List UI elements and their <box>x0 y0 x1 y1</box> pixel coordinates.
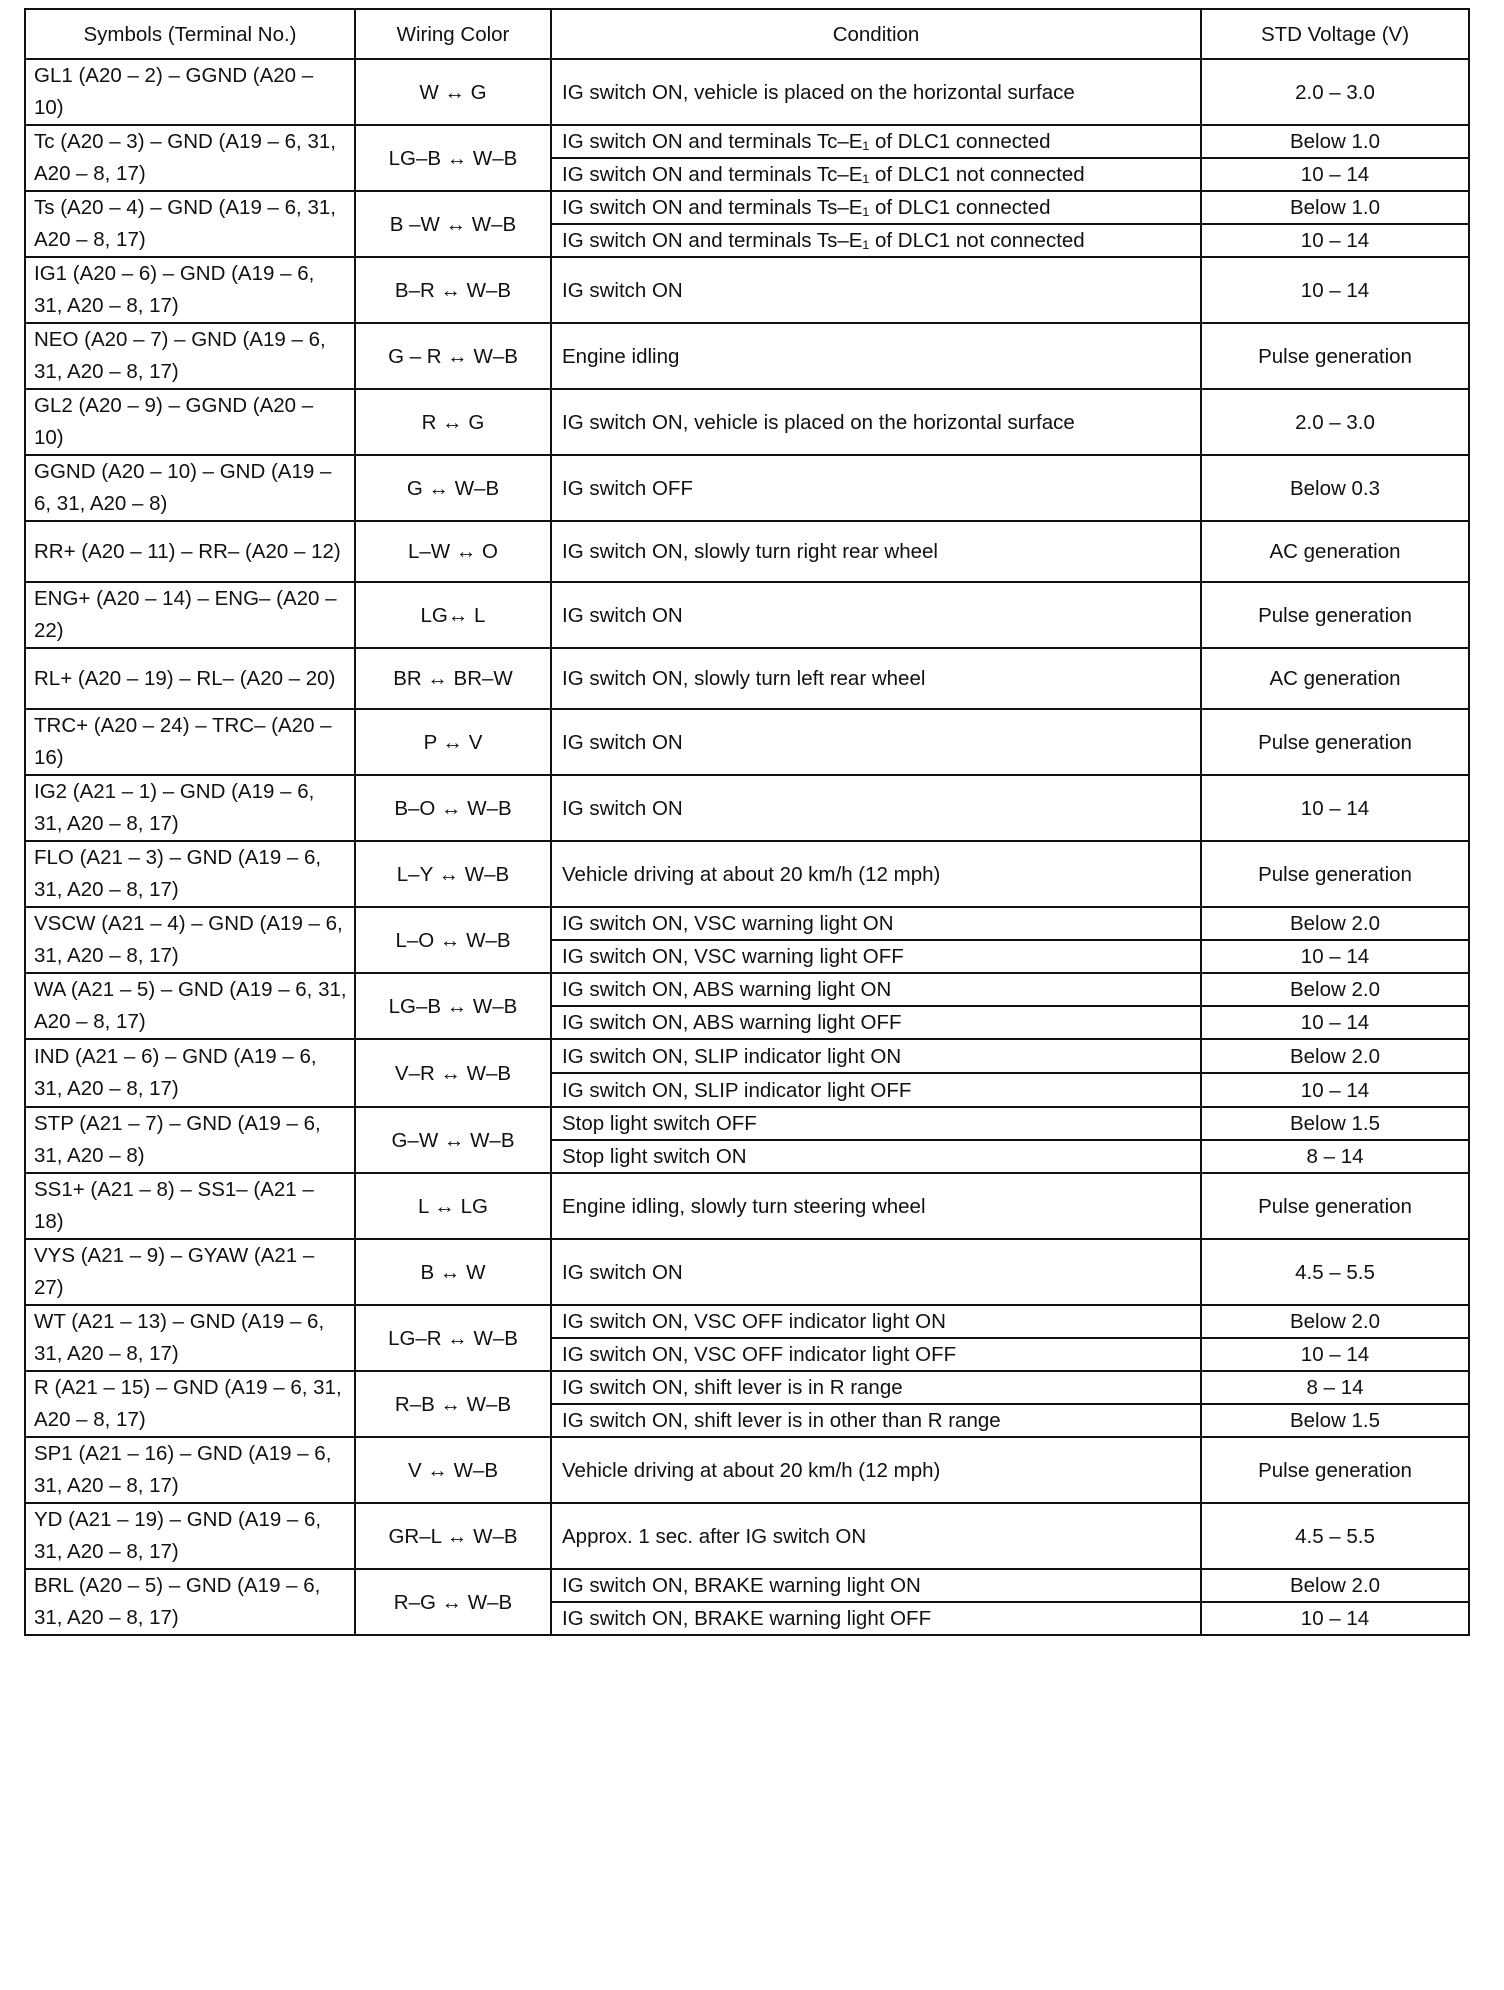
std-voltage-cell: 10 – 14 <box>1201 257 1469 323</box>
terminal-symbol: GGND (A20 – 10) – GND (A19 – 6, 31, A20 – 8) <box>25 455 355 521</box>
terminal-symbol: BRL (A20 – 5) – GND (A19 – 6, 31, A20 – 8, 17) <box>25 1569 355 1635</box>
wiring-color: B –W ↔ W–B <box>355 191 551 257</box>
condition-cell: Approx. 1 sec. after IG switch ON <box>551 1503 1201 1569</box>
condition-cell: IG switch ON, slowly turn left rear wheel <box>551 648 1201 709</box>
terminal-symbol: NEO (A20 – 7) – GND (A19 – 6, 31, A20 – 8, 17) <box>25 323 355 389</box>
wiring-color: V–R ↔ W–B <box>355 1039 551 1107</box>
condition-cell: IG switch ON, BRAKE warning light OFF <box>551 1602 1201 1635</box>
terminal-symbol: GL2 (A20 – 9) – GGND (A20 – 10) <box>25 389 355 455</box>
terminal-symbol: SP1 (A21 – 16) – GND (A19 – 6, 31, A20 – 8, 17) <box>25 1437 355 1503</box>
terminal-symbol: IG1 (A20 – 6) – GND (A19 – 6, 31, A20 – 8, 17) <box>25 257 355 323</box>
std-voltage-cell: Below 1.0 <box>1201 191 1469 224</box>
wiring-color: B–R ↔ W–B <box>355 257 551 323</box>
condition-cell: IG switch ON, ABS warning light OFF <box>551 1006 1201 1039</box>
table-row <box>25 323 1469 389</box>
std-voltage-cell: 8 – 14 <box>1201 1140 1469 1173</box>
condition-cell: IG switch ON and terminals Ts–E₁ of DLC1 connected <box>551 191 1201 224</box>
std-voltage-cell: 10 – 14 <box>1201 1006 1469 1039</box>
table-row <box>25 1107 1469 1140</box>
std-voltage-cell: Below 2.0 <box>1201 907 1469 940</box>
header-std-voltage: STD Voltage (V) <box>1201 9 1469 59</box>
table-row <box>25 648 1469 709</box>
condition-cell: Vehicle driving at about 20 km/h (12 mph) <box>551 1437 1201 1503</box>
table-row <box>25 973 1469 1006</box>
terminal-voltage-table <box>24 8 1470 1636</box>
wiring-color: V ↔ W–B <box>355 1437 551 1503</box>
wiring-color: BR ↔ BR–W <box>355 648 551 709</box>
wiring-color: R–G ↔ W–B <box>355 1569 551 1635</box>
std-voltage-cell: 8 – 14 <box>1201 1371 1469 1404</box>
terminal-symbol: ENG+ (A20 – 14) – ENG– (A20 – 22) <box>25 582 355 648</box>
table-body <box>25 59 1469 1635</box>
table-row <box>25 1503 1469 1569</box>
std-voltage-cell: Below 1.5 <box>1201 1404 1469 1437</box>
std-voltage-cell: Below 0.3 <box>1201 455 1469 521</box>
condition-cell: IG switch ON, slowly turn right rear wheel <box>551 521 1201 582</box>
terminal-symbol: RL+ (A20 – 19) – RL– (A20 – 20) <box>25 648 355 709</box>
condition-cell: IG switch ON, SLIP indicator light ON <box>551 1039 1201 1073</box>
condition-cell: IG switch ON, VSC OFF indicator light OFF <box>551 1338 1201 1371</box>
wiring-color: B ↔ W <box>355 1239 551 1305</box>
condition-cell: IG switch ON, VSC warning light OFF <box>551 940 1201 973</box>
header-wiring-color: Wiring Color <box>355 9 551 59</box>
wiring-color: LG–B ↔ W–B <box>355 973 551 1039</box>
terminal-symbol: R (A21 – 15) – GND (A19 – 6, 31, A20 – 8, 17) <box>25 1371 355 1437</box>
wiring-color: B–O ↔ W–B <box>355 775 551 841</box>
wiring-color: LG–R ↔ W–B <box>355 1305 551 1371</box>
terminal-symbol: IND (A21 – 6) – GND (A19 – 6, 31, A20 – 8, 17) <box>25 1039 355 1107</box>
condition-cell: IG switch ON, BRAKE warning light ON <box>551 1569 1201 1602</box>
std-voltage-cell: 10 – 14 <box>1201 1073 1469 1107</box>
std-voltage-cell: Below 2.0 <box>1201 1305 1469 1338</box>
table-row <box>25 1371 1469 1404</box>
terminal-symbol: Ts (A20 – 4) – GND (A19 – 6, 31, A20 – 8, 17) <box>25 191 355 257</box>
terminal-symbol: TRC+ (A20 – 24) – TRC– (A20 – 16) <box>25 709 355 775</box>
terminal-symbol: YD (A21 – 19) – GND (A19 – 6, 31, A20 – 8, 17) <box>25 1503 355 1569</box>
condition-cell: IG switch ON, vehicle is placed on the horizontal surface <box>551 389 1201 455</box>
terminal-symbol: WA (A21 – 5) – GND (A19 – 6, 31, A20 – 8, 17) <box>25 973 355 1039</box>
std-voltage-cell: Below 2.0 <box>1201 973 1469 1006</box>
table-row <box>25 907 1469 940</box>
table-row <box>25 709 1469 775</box>
wiring-color: W ↔ G <box>355 59 551 125</box>
condition-cell: IG switch ON, shift lever is in R range <box>551 1371 1201 1404</box>
wiring-color: LG↔ L <box>355 582 551 648</box>
std-voltage-cell: Below 1.5 <box>1201 1107 1469 1140</box>
table-row <box>25 1305 1469 1338</box>
table-row <box>25 841 1469 907</box>
std-voltage-cell: Pulse generation <box>1201 1173 1469 1239</box>
std-voltage-cell: 10 – 14 <box>1201 940 1469 973</box>
wiring-color: G–W ↔ W–B <box>355 1107 551 1173</box>
condition-cell: IG switch ON, shift lever is in other than R range <box>551 1404 1201 1437</box>
condition-cell: IG switch ON <box>551 257 1201 323</box>
wiring-color: L–W ↔ O <box>355 521 551 582</box>
table-row <box>25 1173 1469 1239</box>
table-row <box>25 1239 1469 1305</box>
terminal-symbol: RR+ (A20 – 11) – RR– (A20 – 12) <box>25 521 355 582</box>
table-row <box>25 59 1469 125</box>
condition-cell: IG switch OFF <box>551 455 1201 521</box>
std-voltage-cell: Below 2.0 <box>1201 1569 1469 1602</box>
header-condition: Condition <box>551 9 1201 59</box>
condition-cell: IG switch ON and terminals Tc–E₁ of DLC1 not connected <box>551 158 1201 191</box>
condition-cell: IG switch ON, SLIP indicator light OFF <box>551 1073 1201 1107</box>
condition-cell: Engine idling, slowly turn steering wheel <box>551 1173 1201 1239</box>
condition-cell: Engine idling <box>551 323 1201 389</box>
wiring-color: L–O ↔ W–B <box>355 907 551 973</box>
table-row <box>25 582 1469 648</box>
condition-cell: IG switch ON, vehicle is placed on the horizontal surface <box>551 59 1201 125</box>
condition-cell: IG switch ON <box>551 709 1201 775</box>
std-voltage-cell: AC generation <box>1201 521 1469 582</box>
condition-cell: IG switch ON <box>551 1239 1201 1305</box>
header-row <box>25 9 1469 59</box>
terminal-symbol: VSCW (A21 – 4) – GND (A19 – 6, 31, A20 – 8, 17) <box>25 907 355 973</box>
condition-cell: IG switch ON, VSC warning light ON <box>551 907 1201 940</box>
table-row <box>25 1039 1469 1073</box>
wiring-color: LG–B ↔ W–B <box>355 125 551 191</box>
std-voltage-cell: 10 – 14 <box>1201 1602 1469 1635</box>
terminal-symbol: WT (A21 – 13) – GND (A19 – 6, 31, A20 – 8, 17) <box>25 1305 355 1371</box>
wiring-color: G ↔ W–B <box>355 455 551 521</box>
std-voltage-cell: Pulse generation <box>1201 709 1469 775</box>
wiring-color: GR–L ↔ W–B <box>355 1503 551 1569</box>
std-voltage-cell: 2.0 – 3.0 <box>1201 59 1469 125</box>
std-voltage-cell: Pulse generation <box>1201 582 1469 648</box>
std-voltage-cell: 10 – 14 <box>1201 775 1469 841</box>
condition-cell: IG switch ON and terminals Ts–E₁ of DLC1 not connected <box>551 224 1201 257</box>
header-symbols: Symbols (Terminal No.) <box>25 9 355 59</box>
std-voltage-cell: 10 – 14 <box>1201 224 1469 257</box>
table-row <box>25 455 1469 521</box>
terminal-symbol: GL1 (A20 – 2) – GGND (A20 – 10) <box>25 59 355 125</box>
std-voltage-cell: Pulse generation <box>1201 323 1469 389</box>
table-row <box>25 389 1469 455</box>
std-voltage-cell: Pulse generation <box>1201 841 1469 907</box>
std-voltage-cell: Pulse generation <box>1201 1437 1469 1503</box>
condition-cell: Vehicle driving at about 20 km/h (12 mph) <box>551 841 1201 907</box>
condition-cell: IG switch ON, VSC OFF indicator light ON <box>551 1305 1201 1338</box>
wiring-color: L–Y ↔ W–B <box>355 841 551 907</box>
wiring-color: L ↔ LG <box>355 1173 551 1239</box>
std-voltage-cell: 4.5 – 5.5 <box>1201 1239 1469 1305</box>
wiring-color: R ↔ G <box>355 389 551 455</box>
wiring-color: G – R ↔ W–B <box>355 323 551 389</box>
table-row <box>25 1569 1469 1602</box>
condition-cell: IG switch ON, ABS warning light ON <box>551 973 1201 1006</box>
wiring-color: R–B ↔ W–B <box>355 1371 551 1437</box>
terminal-symbol: FLO (A21 – 3) – GND (A19 – 6, 31, A20 – 8, 17) <box>25 841 355 907</box>
table-row <box>25 125 1469 158</box>
condition-cell: IG switch ON <box>551 582 1201 648</box>
std-voltage-cell: AC generation <box>1201 648 1469 709</box>
condition-cell: IG switch ON <box>551 775 1201 841</box>
wiring-color: P ↔ V <box>355 709 551 775</box>
std-voltage-cell: 2.0 – 3.0 <box>1201 389 1469 455</box>
condition-cell: IG switch ON and terminals Tc–E₁ of DLC1 connected <box>551 125 1201 158</box>
terminal-symbol: STP (A21 – 7) – GND (A19 – 6, 31, A20 – 8) <box>25 1107 355 1173</box>
terminal-symbol: IG2 (A21 – 1) – GND (A19 – 6, 31, A20 – 8, 17) <box>25 775 355 841</box>
table-row <box>25 775 1469 841</box>
std-voltage-cell: 4.5 – 5.5 <box>1201 1503 1469 1569</box>
std-voltage-cell: 10 – 14 <box>1201 1338 1469 1371</box>
terminal-symbol: SS1+ (A21 – 8) – SS1– (A21 – 18) <box>25 1173 355 1239</box>
terminal-symbol: VYS (A21 – 9) – GYAW (A21 – 27) <box>25 1239 355 1305</box>
table-row <box>25 521 1469 582</box>
table-row <box>25 1437 1469 1503</box>
terminal-symbol: Tc (A20 – 3) – GND (A19 – 6, 31, A20 – 8, 17) <box>25 125 355 191</box>
condition-cell: Stop light switch ON <box>551 1140 1201 1173</box>
std-voltage-cell: Below 2.0 <box>1201 1039 1469 1073</box>
table-row <box>25 191 1469 224</box>
condition-cell: Stop light switch OFF <box>551 1107 1201 1140</box>
std-voltage-cell: 10 – 14 <box>1201 158 1469 191</box>
std-voltage-cell: Below 1.0 <box>1201 125 1469 158</box>
table-row <box>25 257 1469 323</box>
